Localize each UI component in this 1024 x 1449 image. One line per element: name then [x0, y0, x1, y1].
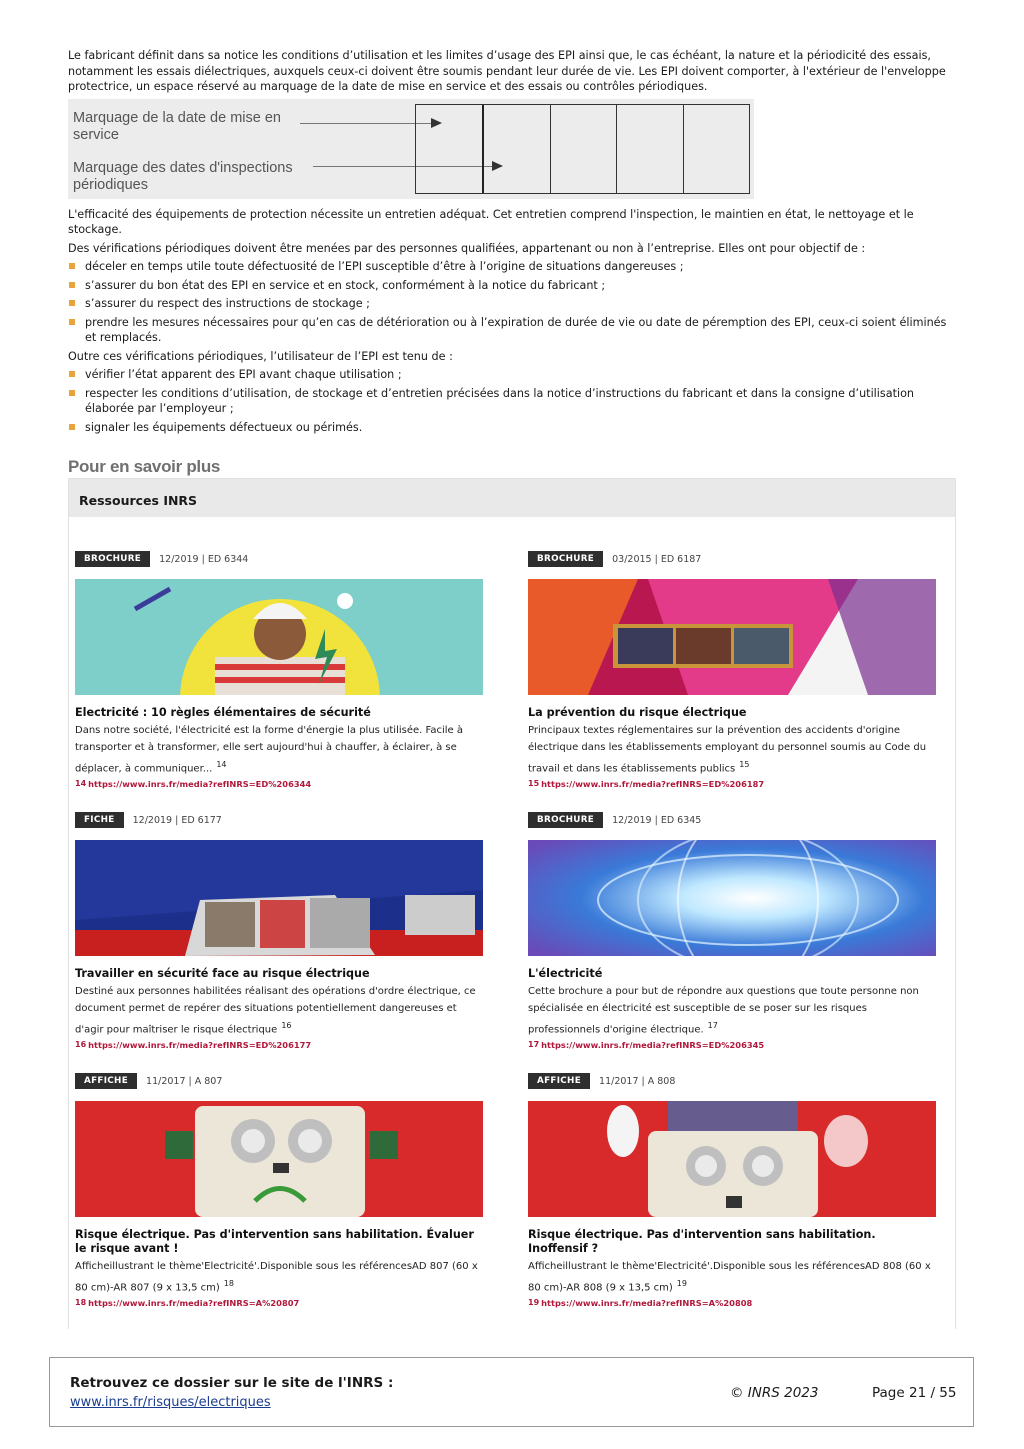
footnote-number: 16 [75, 1040, 87, 1050]
footnote-number: 19 [528, 1298, 540, 1308]
card-description: Cette brochure a pour but de répondre aux questions que toute personne non spécialisée en électricité est susceptible de se poser sur les risques professionnels d'origine électrique. [528, 986, 919, 1036]
type-badge: AFFICHE [528, 1073, 590, 1089]
resource-card[interactable] [528, 551, 936, 789]
marking-label-inspections: Marquage des dates d'inspections périodiques [73, 159, 293, 193]
marking-label-commissioning: Marquage de la date de mise en service [73, 109, 281, 143]
card-meta: 12/2019 | ED 6177 [132, 814, 222, 826]
list-item: prendre les mesures nécessaires pour qu’en cas de détérioration ou à l’expiration de durée de vie ou date de péremption des EPI, ceux-ci soient éliminés et remplacés. [68, 315, 954, 346]
page-number: Page 21 / 55 [872, 1385, 957, 1401]
card-meta: 11/2017 | A 807 [146, 1075, 223, 1087]
card-title: Risque électrique. Pas d'intervention sans habilitation. Évaluer le risque avant ! [75, 1228, 474, 1255]
footnote-number: 18 [75, 1298, 87, 1308]
card-title: La prévention du risque électrique [528, 706, 747, 719]
footnote-ref: 15 [739, 760, 750, 769]
card-thumbnail[interactable] [528, 840, 936, 956]
card-meta: 12/2019 | ED 6345 [612, 814, 702, 826]
card-description: Afficheillustrant le thème'Electricité'.Disponible sous les référencesAD 808 (60 x 80 cm)-AR 808 (9 x 13,5 cm) [528, 1261, 931, 1294]
card-thumbnail[interactable] [75, 579, 483, 695]
list-item: s’assurer du respect des instructions de stockage ; [68, 296, 954, 312]
list-item: vérifier l’état apparent des EPI avant chaque utilisation ; [68, 367, 954, 383]
marking-illustration [68, 99, 754, 199]
footnote-number: 17 [528, 1040, 540, 1050]
list-item: signaler les équipements défectueux ou périmés. [68, 420, 954, 436]
page-footer [49, 1357, 974, 1427]
footnote-ref: 14 [216, 760, 227, 769]
user-duties-paragraph: Outre ces vérifications périodiques, l’utilisateur de l’EPI est tenu de : [68, 349, 453, 363]
card-link[interactable]: https://www.inrs.fr/media?refINRS=ED%206177 [88, 1040, 312, 1051]
footnote-ref: 16 [281, 1021, 292, 1030]
resource-card[interactable] [75, 1073, 483, 1308]
card-description: Dans notre société, l'électricité est la forme d'énergie la plus utilisée. Facile à transporter et à transformer, elle sert aujourd'hui à chauffer, à éclairer, à se déplacer, à communiquer... [75, 725, 463, 775]
card-description: Principaux textes réglementaires sur la prévention des accidents d'origine électrique dans les établissements employant du personnel soumis au Code du travail et dans les établissements publics [528, 725, 927, 775]
resource-card[interactable] [75, 551, 483, 789]
resources-header: Ressources INRS [69, 479, 955, 517]
footnote-number: 14 [75, 779, 87, 789]
footnote-ref: 17 [707, 1021, 718, 1030]
card-description: Afficheillustrant le thème'Electricité'.Disponible sous les référencesAD 807 (60 x 80 cm)-AR 807 (9 x 13,5 cm) [75, 1261, 478, 1294]
card-link[interactable]: https://www.inrs.fr/media?refINRS=A%20807 [88, 1298, 300, 1309]
list-item: déceler en temps utile toute défectuosité de l’EPI susceptible d’être à l’origine de situations dangereuses ; [68, 259, 954, 275]
card-description: Destiné aux personnes habilitées réalisant des opérations d'ordre électrique, ce document permet de repérer des situations potentiellement dangereuses et d'agir pour maîtriser le risque électrique [75, 986, 476, 1036]
footnote-ref: 18 [223, 1279, 234, 1288]
type-badge: BROCHURE [528, 812, 603, 828]
card-thumbnail[interactable] [528, 1101, 936, 1217]
page-content [68, 48, 954, 489]
card-link[interactable]: https://www.inrs.fr/media?refINRS=ED%206344 [88, 779, 312, 790]
footer-link[interactable]: www.inrs.fr/risques/electriques [70, 1395, 271, 1410]
type-badge: FICHE [75, 812, 124, 828]
resource-card[interactable] [75, 812, 483, 1050]
card-title: L'électricité [528, 967, 603, 980]
footnote-ref: 19 [676, 1279, 687, 1288]
type-badge: BROCHURE [528, 551, 603, 567]
resource-card[interactable] [528, 1073, 936, 1308]
verification-paragraph: Des vérifications périodiques doivent être menées par des personnes qualifiées, appartenant ou non à l’entreprise. Elles ont pour objectif de : [68, 241, 866, 255]
objectives-list [68, 259, 954, 346]
list-item: respecter les conditions d’utilisation, de stockage et d’entretien précisées dans la notice d’instructions du fabricant et dans la consigne d’utilisation élaborée par l’employeur ; [68, 386, 954, 417]
list-item: s’assurer du bon état des EPI en service et en stock, conformément à la notice du fabricant ; [68, 278, 954, 294]
card-thumbnail[interactable] [75, 840, 483, 956]
card-link[interactable]: https://www.inrs.fr/media?refINRS=ED%206345 [541, 1040, 765, 1051]
card-title: Travailler en sécurité face au risque électrique [75, 967, 370, 980]
card-thumbnail[interactable] [528, 579, 936, 695]
card-link[interactable]: https://www.inrs.fr/media?refINRS=A%20808 [541, 1298, 753, 1309]
type-badge: AFFICHE [75, 1073, 137, 1089]
card-title: Electricité : 10 règles élémentaires de sécurité [75, 706, 371, 719]
card-meta: 11/2017 | A 808 [599, 1075, 676, 1087]
resource-card[interactable] [528, 812, 936, 1050]
maintenance-paragraph: L'efficacité des équipements de protection nécessite un entretien adéquat. Cet entretien comprend l'inspection, le maintien en état, le nettoyage et le stockage. [68, 207, 914, 236]
footer-title: Retrouvez ce dossier sur le site de l'INRS : [70, 1375, 394, 1391]
footer-copyright: © INRS 2023 [730, 1385, 819, 1401]
resources-box [68, 478, 956, 1329]
user-duties-list [68, 367, 954, 435]
marking-grid [415, 104, 750, 194]
intro-paragraph: Le fabricant définit dans sa notice les conditions d’utilisation et les limites d’usage des EPI ainsi que, le cas échéant, la nature et la périodicité des essais, notamment les essais diélectriques, auxquels ceux-ci doivent être soumis pendant leur durée de vie. Les EPI doivent comporter, à l'extérieur de l'enveloppe protectrice, un espace réservé au marquage de la date de mise en service et des essais ou contrôles périodiques. [68, 49, 946, 93]
section-title: Pour en savoir plus [68, 457, 221, 476]
footnote-number: 15 [528, 779, 540, 789]
card-title: Risque électrique. Pas d'intervention sans habilitation. Inoffensif ? [528, 1228, 876, 1255]
card-link[interactable]: https://www.inrs.fr/media?refINRS=ED%206187 [541, 779, 765, 790]
card-thumbnail[interactable] [75, 1101, 483, 1217]
card-meta: 12/2019 | ED 6344 [159, 553, 249, 565]
type-badge: BROCHURE [75, 551, 150, 567]
card-meta: 03/2015 | ED 6187 [612, 553, 702, 565]
